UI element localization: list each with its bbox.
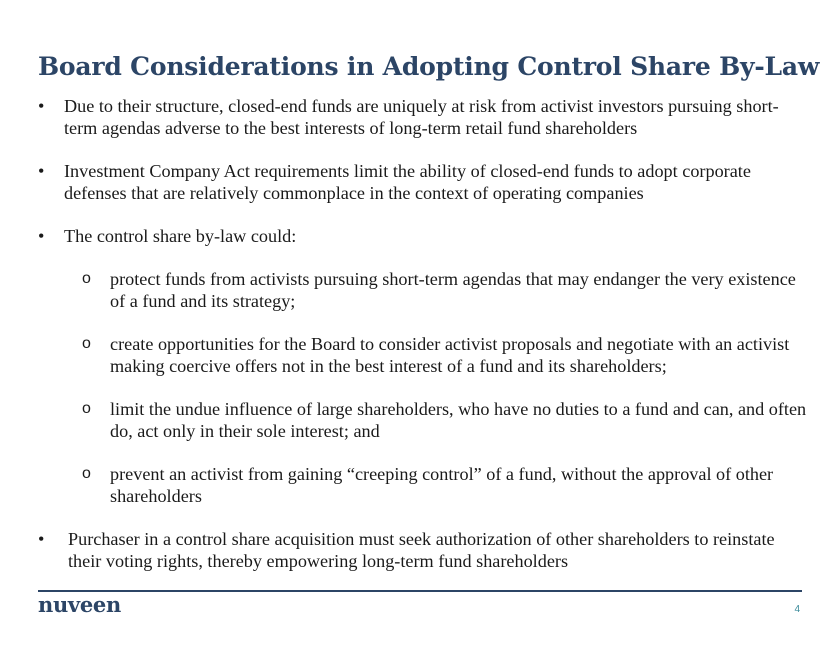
bullet-list — [38, 95, 808, 572]
sub-bullet-text: create opportunities for the Board to consider activist proposals and negotiate with an activist making coercive offers not in the best interest of a fund and its shareholders; — [110, 334, 790, 376]
footer-divider — [38, 590, 802, 592]
bullet-marker: • — [38, 161, 45, 181]
page-number: 4 — [794, 604, 800, 615]
bullet-text: Purchaser in a control share acquisition must seek authorization of other shareholders to reinstate their voting rights, thereby empowering long-term fund shareholders — [68, 529, 775, 571]
bullet-text: Investment Company Act requirements limit the ability of closed-end funds to adopt corporate defenses that are relatively commonplace in the context of operating companies — [64, 161, 751, 203]
sub-bullet-item — [38, 268, 808, 312]
sub-bullet-text: prevent an activist from gaining “creeping control” of a fund, without the approval of other shareholders — [110, 464, 774, 506]
sub-bullet-marker: o — [82, 400, 91, 417]
bullet-marker: • — [38, 226, 45, 246]
sub-bullet-text: protect funds from activists pursuing short-term agendas that may endanger the very existence of a fund and its strategy; — [110, 269, 796, 311]
sub-bullet-marker: o — [82, 335, 91, 352]
sub-bullet-item — [38, 463, 808, 507]
bullet-item — [38, 225, 808, 247]
sub-bullet-item — [38, 333, 808, 377]
bullet-item — [38, 160, 808, 204]
slide-title: Board Considerations in Adopting Control Share By-Law — [38, 52, 820, 81]
bullet-marker: • — [38, 529, 45, 549]
sub-bullet-text: limit the undue influence of large shareholders, who have no duties to a fund and can, and often do, act only in their sole interest; and — [110, 399, 807, 441]
bullet-marker: • — [38, 96, 45, 116]
nuveen-logo: nuveen — [38, 592, 121, 617]
sub-bullet-marker: o — [82, 465, 91, 482]
sub-bullet-item — [38, 398, 808, 442]
bullet-item — [38, 528, 808, 572]
bullet-text: The control share by-law could: — [64, 226, 297, 246]
bullet-item — [38, 95, 808, 139]
bullet-text: Due to their structure, closed-end funds are uniquely at risk from activist investors pursuing short-term agendas adverse to the best interests of long-term retail fund shareholders — [64, 96, 779, 138]
sub-bullet-marker: o — [82, 270, 91, 287]
